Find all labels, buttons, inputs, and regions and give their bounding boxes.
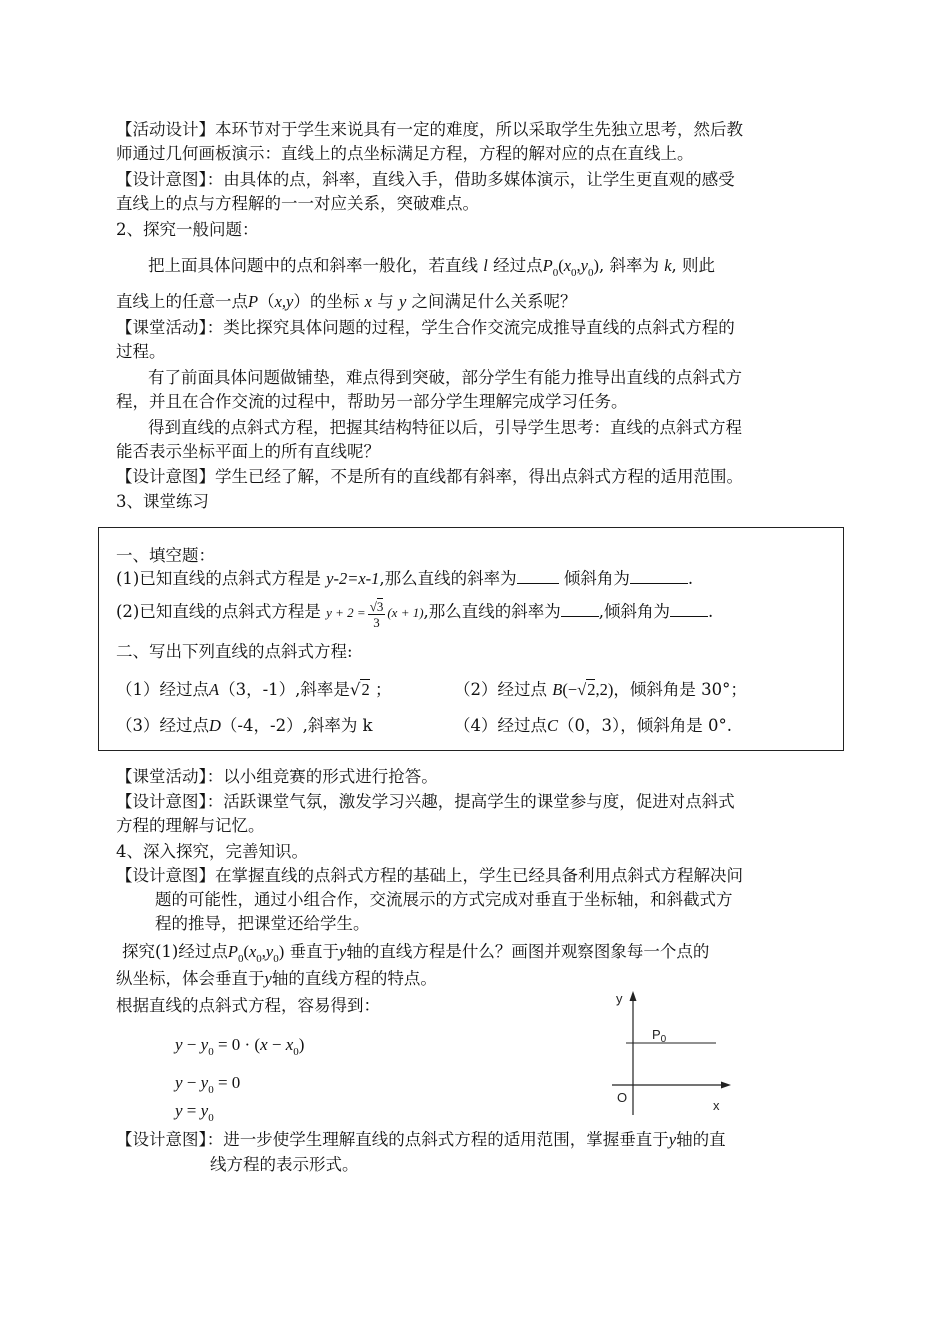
section-4-heading: 4、深入探究，完善知识。: [116, 842, 308, 861]
y-axis-label: y: [616, 991, 623, 1006]
design-intent-5-line-1: 【设计意图】：进一步使学生理解直线的点斜式方程的适用范围，掌握垂直于y轴的直: [116, 1130, 726, 1149]
design-intent-5-line-2: 线方程的表示形式。: [210, 1155, 359, 1174]
coordinate-graph: [600, 985, 740, 1120]
paragraph-5-line-1: 有了前面具体问题做铺垫，难点得到突破，部分学生有能力推导出直线的点斜式方: [148, 368, 742, 387]
paragraph-6-line-1: 得到直线的点斜式方程，把握其结构特征以后，引导学生思考：直线的点斜式方程: [148, 418, 742, 437]
design-intent-3-line-2: 方程的理解与记忆。: [116, 816, 265, 835]
answer-blank[interactable]: [561, 600, 599, 617]
exercise-item-3: （3）经过点D（-4，-2）,斜率为 k: [116, 716, 373, 735]
exercise-item-1: （1）经过点A（3，-1）,斜率是√2 ；: [116, 680, 392, 699]
design-intent-line-1: 【设计意图】：由具体的点，斜率，直线入手，借助多媒体演示，让学生更直观的感受: [116, 170, 735, 189]
origin-label: O: [617, 1090, 628, 1105]
equation-1: $y - y_0 = 0 \cdot (x - x_0)$: [175, 1035, 305, 1058]
exercise-question-2: (2)已知直线的点斜式方程是 y + 2 = $\frac{√3}{3}$ (x + 1),那么直线的斜率为 ,倾斜角为 .: [116, 598, 714, 630]
exercise-item-2: （2）经过点 B(−√2,2)，倾斜角是 30°；: [454, 680, 747, 699]
class-activity-line-2: 过程。: [116, 342, 166, 361]
answer-blank[interactable]: [630, 567, 688, 584]
class-activity-2: 【课堂活动】：以小组竞赛的形式进行抢答。: [116, 767, 438, 786]
exercise-section-1-title: 一、填空题：: [116, 546, 215, 565]
answer-blank[interactable]: [670, 600, 708, 617]
general-problem-line-2: 直线上的任意一点P（x,y）的坐标 x 与 y 之间满足什么关系呢？: [116, 292, 577, 311]
exercise-question-1: (1)已知直线的点斜式方程是 y-2=x-1,那么直线的斜率为 倾斜角为 .: [116, 569, 694, 588]
design-intent-3-line-1: 【设计意图】：活跃课堂气氛，激发学习兴趣，提高学生的课堂参与度，促进对点斜式: [116, 792, 735, 811]
paragraph-5-line-2: 程，并且在合作交流的过程中，帮助另一部分学生理解完成学习任务。: [116, 392, 628, 411]
design-intent-4-line-2: 题的可能性，通过小组合作，交流展示的方式完成对垂直于坐标轴，和斜截式方: [155, 890, 733, 909]
design-intent-2: 【设计意图】学生已经了解，不是所有的直线都有斜率，得出点斜式方程的适用范围。: [116, 467, 743, 486]
design-intent-4-line-3: 程的推导，把课堂还给学生。: [155, 914, 370, 933]
y-axis-arrow-icon: [630, 991, 637, 1001]
point-P0-label: $P_0$: [652, 1027, 667, 1045]
class-activity-line-1: 【课堂活动】：类比探究具体问题的过程，学生合作交流完成推导直线的点斜式方程的: [116, 318, 735, 337]
activity-design-line-2: 师通过几何画板演示：直线上的点坐标满足方程，方程的解对应的点在直线上。: [116, 144, 694, 163]
exercise-section-2-title: 二、写出下列直线的点斜式方程:: [116, 642, 353, 661]
paragraph-6-line-2: 能否表示坐标平面上的所有直线呢？: [116, 442, 380, 461]
derivation-intro: 根据直线的点斜式方程，容易得到：: [116, 996, 380, 1015]
answer-blank[interactable]: [517, 567, 559, 584]
exercise-item-4: （4）经过点C（0，3），倾斜角是 0°.: [454, 716, 732, 735]
section-3-heading: 3、课堂练习: [116, 492, 209, 511]
explore-1-line-1: 探究(1)经过点$P_0(x_0,y_0)$ 垂直于y轴的直线方程是什么？画图并观察图象每一个点的: [122, 942, 710, 965]
line-symbol-l: l: [483, 256, 488, 275]
design-intent-line-2: 直线上的点与方程解的一一对应关系，突破难点。: [116, 194, 479, 213]
equation-2: $y - y_0 = 0$: [175, 1073, 241, 1096]
x-axis-label: x: [713, 1098, 720, 1113]
x-axis-arrow-icon: [721, 1082, 731, 1089]
equation-q2: y + 2 = $\frac{√3}{3}$ (x + 1): [326, 598, 424, 630]
equation-3: $y = y_0$: [175, 1101, 214, 1124]
explore-1-line-2: 纵坐标，体会垂直于y轴的直线方程的特点。: [116, 969, 437, 988]
section-2-heading: 2、探究一般问题：: [116, 220, 259, 239]
general-problem-line-1: 把上面具体问题中的点和斜率一般化，若直线 l 经过点$P_0(x_0,y_0)$, 斜率为 k, 则此: [148, 256, 716, 279]
activity-design-line-1: 【活动设计】本环节对于学生来说具有一定的难度，所以采取学生先独立思考，然后教: [116, 120, 743, 139]
point-P0: $P_0(x_0,y_0)$: [542, 256, 599, 279]
design-intent-4-line-1: 【设计意图】在掌握直线的点斜式方程的基础上，学生已经具备利用点斜式方程解决问: [116, 866, 743, 885]
